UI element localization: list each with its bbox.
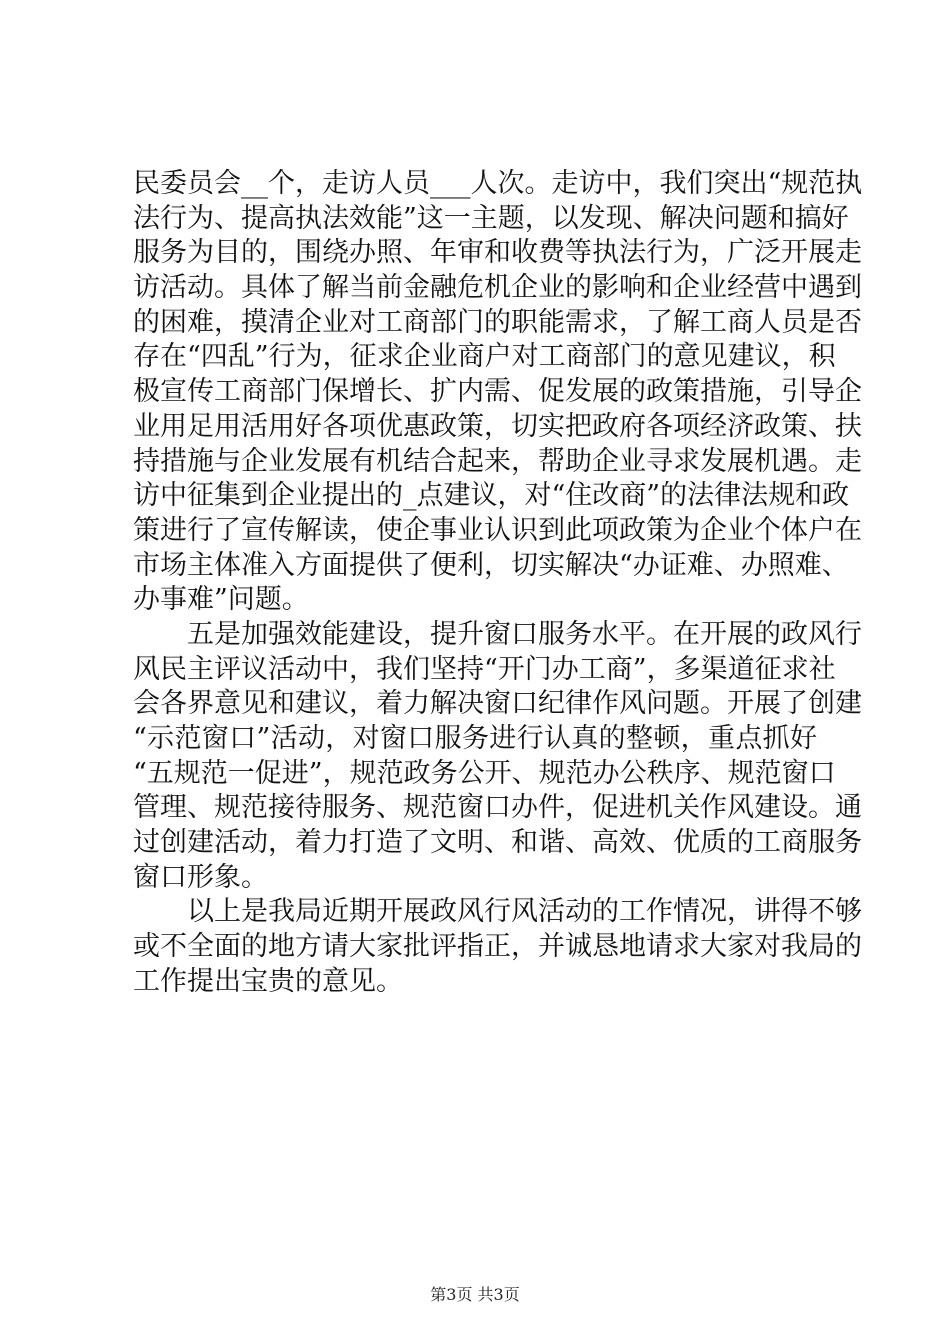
paragraph-start-line: 以上是我局近期开展政风行风活动的工作情况，讲得不够 (187, 896, 862, 928)
text-line: 法行为、提高执法效能”这一主题，以发现、解决问题和搞好 (133, 202, 849, 234)
body-text (133, 167, 863, 1000)
text-line: 访活动。具体了解当前金融危机企业的影响和企业经营中遇到 (133, 272, 862, 304)
text-line: 工作提出宝贵的意见。 (133, 965, 403, 997)
text-line: 存在“四乱”行为，征求企业商户对工商部门的意见建议，积 (133, 341, 836, 373)
text-line: 业用足用活用好各项优惠政策，切实把政府各项经济政策、扶 (133, 410, 862, 442)
text-line: 市场主体准入方面提供了便利，切实解决“办证难、办照难、 (133, 549, 849, 581)
text-line: 民委员会__个，走访人员___人次。走访中，我们突出“规范执 (133, 168, 863, 199)
text-line: 访中征集到企业提出的_点建议，对“住改商”的法律法规和政 (133, 480, 850, 512)
text-line: “五规范一促进”，规范政务公开、规范办公秩序、规范窗口 (133, 757, 836, 789)
text-line: 管理、规范接待服务、规范窗口办件，促进机关作风建设。通 (133, 792, 862, 824)
text-line: 办事难”问题。 (133, 584, 309, 616)
text-line: 或不全面的地方请大家批评指正，并诚恳地请求大家对我局的 (133, 931, 862, 963)
text-line: 持措施与企业发展有机结合起来，帮助企业寻求发展机遇。走 (133, 445, 862, 477)
text-line: 窗口形象。 (133, 861, 268, 893)
text-line: 的困难，摸清企业对工商部门的职能需求，了解工商人员是否 (133, 306, 862, 338)
text-line: 会各界意见和建议，着力解决窗口纪律作风问题。开展了创建 (133, 688, 862, 720)
text-line: 过创建活动，着力打造了文明、和谐、高效、优质的工商服务 (133, 827, 862, 859)
text-line: 服务为目的，围绕办照、年审和收费等执法行为，广泛开展走 (133, 237, 862, 269)
page-number-footer: 第3页 共3页 (430, 1285, 520, 1304)
text-line: “示范窗口”活动，对窗口服务进行认真的整顿，重点抓好 (133, 723, 817, 754)
text-line: 极宣传工商部门保增长、扩内需、促发展的政策措施，引导企 (133, 376, 862, 408)
paragraph-start-line: 五是加强效能建设，提升窗口服务水平。在开展的政风行 (187, 618, 862, 650)
text-line: 策进行了宣传解读，使企事业认识到此项政策为企业个体户在 (133, 514, 862, 546)
text-line: 风民主评议活动中，我们坚持“开门办工商”，多渠道征求社 (133, 653, 836, 685)
